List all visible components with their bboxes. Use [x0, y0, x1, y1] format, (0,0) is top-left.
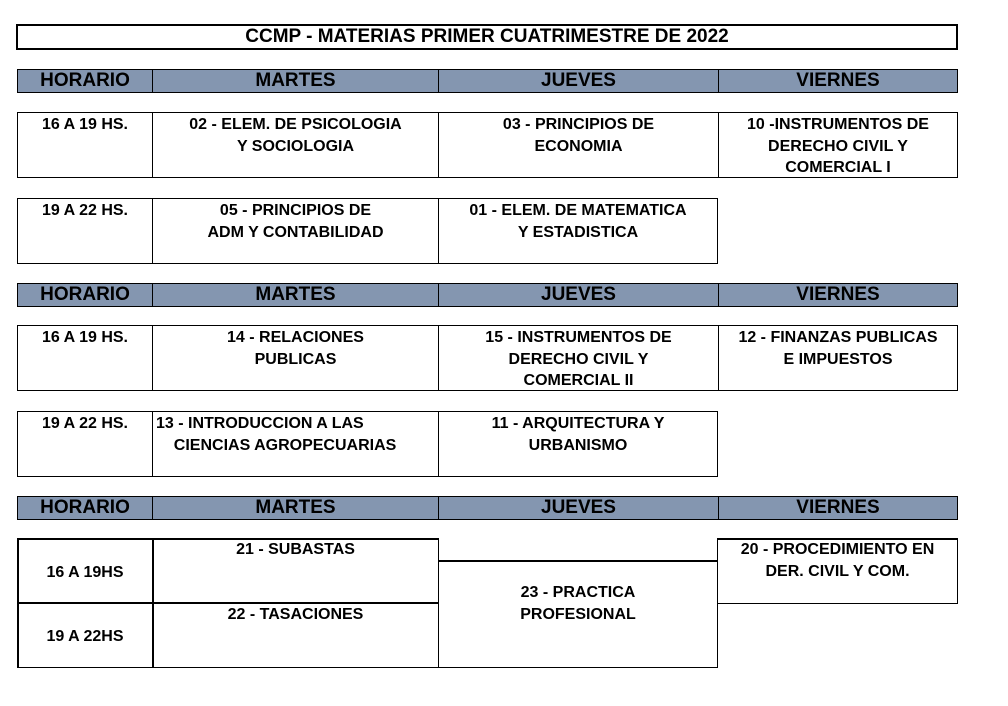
header-horario: HORARIO: [18, 70, 153, 92]
horario-cell: 16 A 19HS: [46, 564, 124, 581]
horario-cell: 19 A 22 HS.: [18, 412, 153, 476]
viernes-cell: 20 - PROCEDIMIENTO EN DER. CIVIL Y COM.: [740, 541, 935, 580]
header-horario: HORARIO: [18, 497, 153, 519]
martes-cell: 14 - RELACIONES PUBLICAS: [153, 326, 439, 390]
martes-cell: 22 - TASACIONES: [227, 606, 364, 623]
header-horario: HORARIO: [18, 284, 153, 306]
schedule-row: [17, 411, 718, 477]
horario-cell: 16 A 19 HS.: [18, 326, 153, 390]
jueves-cell: 03 - PRINCIPIOS DE ECONOMIA: [439, 113, 719, 177]
horario-cell: 16 A 19 HS.: [18, 113, 153, 177]
header-martes: MARTES: [153, 497, 439, 519]
schedule-row: [17, 198, 718, 264]
header-jueves: JUEVES: [439, 70, 719, 92]
horario-cell: 19 A 22 HS.: [18, 199, 153, 263]
schedule-row: [17, 112, 958, 178]
header-viernes: VIERNES: [796, 284, 880, 305]
jueves-cell: 11 - ARQUITECTURA Y URBANISMO: [491, 415, 665, 454]
jueves-cell: 23 - PRACTICA PROFESIONAL: [520, 584, 636, 623]
header-row: [17, 496, 958, 520]
header-viernes: VIERNES: [796, 497, 880, 518]
header-martes: MARTES: [153, 70, 439, 92]
header-martes: MARTES: [153, 284, 439, 306]
martes-cell: 05 - PRINCIPIOS DE ADM Y CONTABILIDAD: [153, 199, 439, 263]
martes-cell: 21 - SUBASTAS: [236, 541, 355, 558]
page-title: CCMP - MATERIAS PRIMER CUATRIMESTRE DE 2022: [16, 24, 958, 50]
header-row: [17, 69, 958, 93]
horario-cell: 19 A 22HS: [46, 628, 124, 645]
header-viernes: VIERNES: [796, 70, 880, 91]
viernes-cell: 12 - FINANZAS PUBLICAS E IMPUESTOS: [738, 329, 938, 368]
viernes-cell: 10 -INSTRUMENTOS DE DERECHO CIVIL Y COMERCIAL I: [747, 116, 929, 176]
martes-cell: 13 - INTRODUCCION A LAS CIENCIAS AGROPECUARIAS: [153, 412, 439, 476]
header-row: [17, 283, 958, 307]
martes-cell: 02 - ELEM. DE PSICOLOGIA Y SOCIOLOGIA: [153, 113, 439, 177]
jueves-cell: 01 - ELEM. DE MATEMATICA Y ESTADISTICA: [469, 202, 687, 241]
jueves-cell: 15 - INSTRUMENTOS DE DERECHO CIVIL Y COMERCIAL II: [439, 326, 719, 390]
schedule-row: [17, 325, 958, 391]
header-jueves: JUEVES: [439, 284, 719, 306]
header-jueves: JUEVES: [439, 497, 719, 519]
